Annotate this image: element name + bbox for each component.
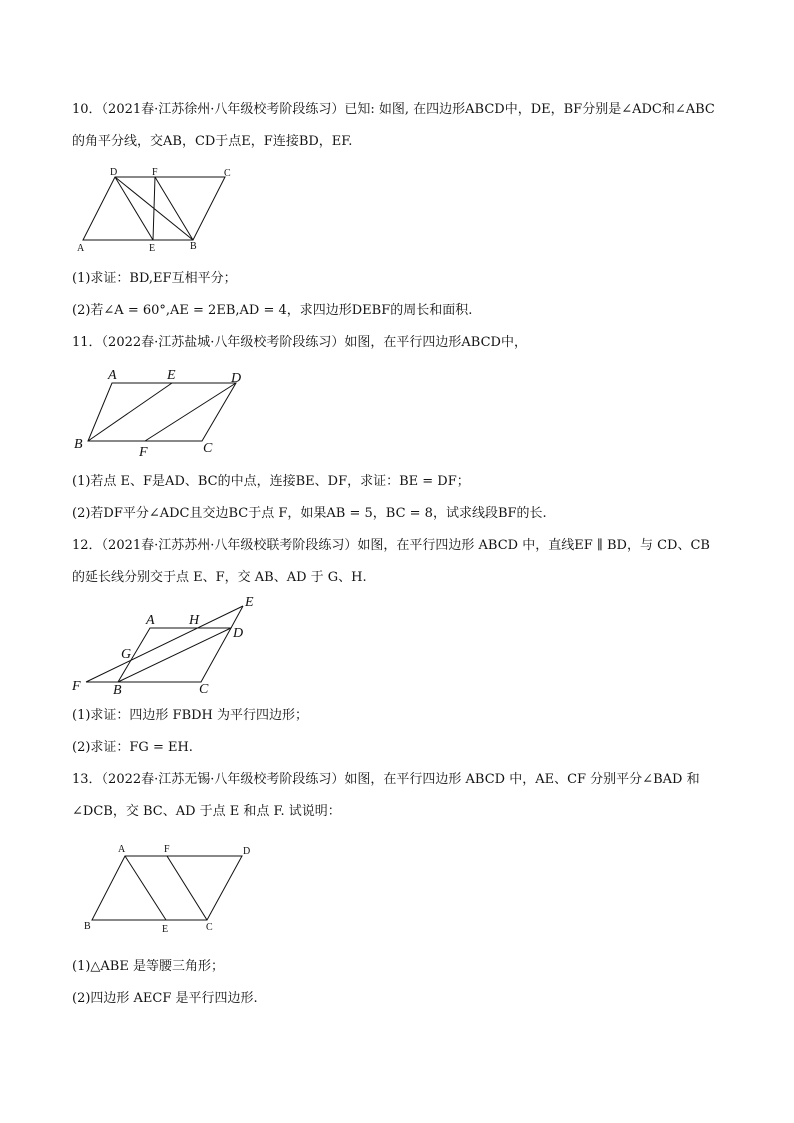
- fig12-label-e: E: [245, 595, 254, 610]
- fig10-label-f: F: [152, 167, 158, 178]
- figure-11: [68, 362, 252, 458]
- problem-10-line-1: 10．（2021春·江苏徐州·八年级校考阶段练习）已知: 如图, 在四边形ABCD中，DE，BF分别是∠ADC和∠ABC: [72, 102, 715, 117]
- fig11-label-c: C: [203, 441, 213, 456]
- problem-11-line-1: 11．（2022春·江苏盐城·八年级校考阶段练习）如图，在平行四边形ABCD中，: [72, 335, 527, 350]
- figure-12: [66, 592, 270, 702]
- problem-10-part-2: (2)若∠A = 60°,AE = 2EB,AD = 4，求四边形DEBF的周长和面积.: [72, 303, 473, 318]
- fig10-label-e: E: [149, 243, 156, 254]
- problem-12-part-1: (1)求证：四边形 FBDH 为平行四边形；: [72, 708, 309, 723]
- problem-10-line-2: 的角平分线，交AB，CD于点E，F连接BD，EF.: [72, 134, 353, 149]
- fig13-label-b: B: [84, 921, 91, 932]
- fig11-label-b: B: [74, 437, 83, 452]
- fig12-label-g: G: [121, 647, 132, 662]
- fig10-label-d: D: [110, 167, 118, 178]
- fig12-label-d: D: [233, 626, 244, 641]
- fig12-label-h: H: [189, 613, 200, 628]
- fig13-parallelogram: [92, 856, 242, 920]
- fig13-label-e: E: [162, 924, 169, 935]
- problem-12-line-2: 的延长线分别交于点 E、F，交 AB、AD 于 G、H.: [72, 570, 367, 585]
- fig11-label-e: E: [167, 368, 176, 383]
- fig13-label-a: A: [118, 844, 126, 855]
- fig11-label-d: D: [231, 371, 242, 386]
- problem-13-line-1: 13．（2022春·江苏无锡·八年级校考阶段练习）如图，在平行四边形 ABCD 中，AE、CF 分别平分∠BAD 和: [72, 772, 700, 787]
- fig10-label-b: B: [190, 241, 197, 252]
- problem-13-line-2: ∠DCB，交 BC、AD 于点 E 和点 F. 试说明：: [72, 804, 341, 819]
- fig12-line-fe: [86, 606, 243, 682]
- fig12-label-b: B: [113, 683, 122, 698]
- fig12-label-f: F: [72, 679, 81, 694]
- fig13-label-c: C: [206, 922, 213, 933]
- fig10-segment-bf: [155, 177, 193, 240]
- fig13-segment-ae: [125, 856, 166, 920]
- problem-12-part-2: (2)求证：FG = EH.: [72, 740, 193, 755]
- fig12-label-a: A: [146, 613, 155, 628]
- problem-12-line-1: 12．（2021春·江苏苏州·八年级校联考阶段练习）如图，在平行四边形 ABCD 中，直线EF ∥ BD，与 CD、CB: [72, 538, 710, 553]
- fig10-label-c: C: [224, 168, 231, 179]
- fig11-parallelogram: [88, 383, 236, 441]
- fig13-label-f: F: [164, 844, 170, 855]
- fig11-label-a: A: [108, 368, 117, 383]
- fig11-label-f: F: [139, 445, 148, 458]
- fig13-segment-cf: [167, 856, 207, 920]
- problem-13-part-1: (1)△ABE 是等腰三角形；: [72, 959, 224, 974]
- problem-11-part-2: (2)若DF平分∠ADC且交边BC于点 F，如果AB = 5，BC = 8，试求线段BF的长.: [72, 506, 547, 521]
- fig10-label-a: A: [77, 243, 85, 254]
- problem-13-part-2: (2)四边形 AECF 是平行四边形.: [72, 991, 258, 1006]
- fig12-label-c: C: [199, 682, 209, 697]
- fig13-label-d: D: [243, 846, 251, 857]
- figure-10: [70, 162, 240, 257]
- fig12-segment-bd: [118, 628, 231, 682]
- fig10-segment-de: [115, 177, 153, 240]
- figure-13: [78, 838, 268, 938]
- problem-10-part-1: (1)求证：BD,EF互相平分；: [72, 271, 237, 286]
- problem-11-part-1: (1)若点 E、F是AD、BC的中点，连接BE、DF，求证：BE = DF；: [72, 474, 470, 489]
